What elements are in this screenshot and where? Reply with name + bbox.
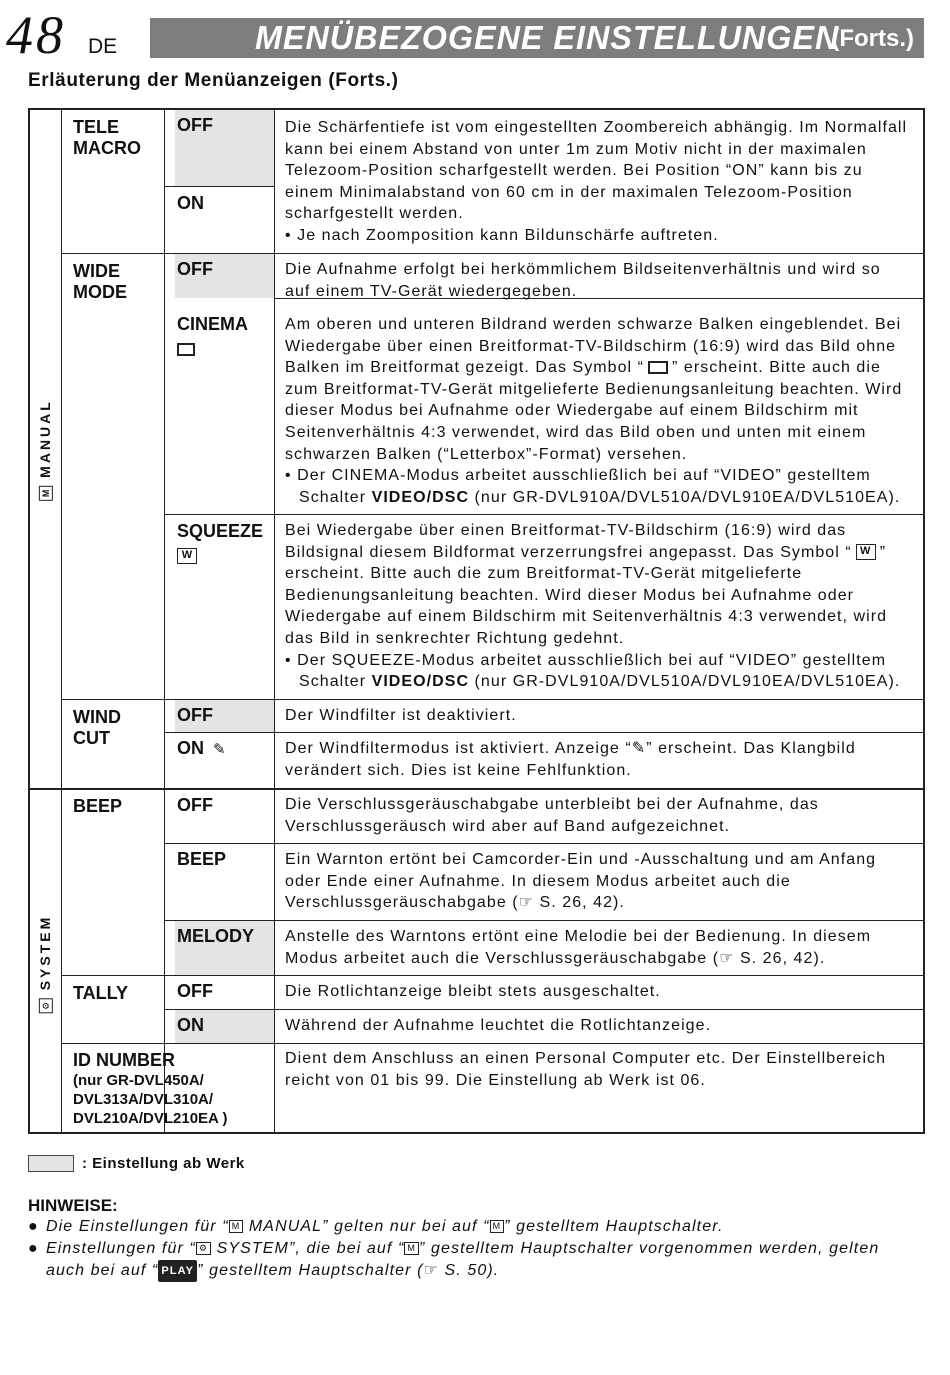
desc-tally-on: Während der Aufnahme leuchtet die Rotlichtanzeige. bbox=[285, 1017, 712, 1034]
system-icon: ⚙ bbox=[39, 998, 53, 1013]
wind-symbol-icon: ✎ bbox=[631, 740, 647, 757]
language-code: DE bbox=[88, 35, 118, 58]
item-tele-macro: TELE MACRO bbox=[73, 117, 141, 158]
option-tele-macro-on: ON bbox=[177, 193, 204, 213]
note-1: ● Die Einstellungen für “ M MANUAL” gelten nur bei auf “ M ” gestelltem Hauptschalter. bbox=[28, 1216, 908, 1238]
cinema-icon bbox=[177, 343, 195, 356]
desc-beep-off: Die Verschlussgeräuschabgabe unterbleibt bei der Aufnahme, das Verschlussgeräusch wird aber auf Band aufgezeichnet. bbox=[285, 796, 819, 835]
option-squeeze: SQUEEZE W bbox=[175, 516, 274, 564]
desc-wind-off: Der Windfilter ist deaktiviert. bbox=[285, 707, 517, 724]
desc-beep-beep: Ein Warnton ertönt bei Camcorder-Ein und -Ausschaltung und am Anfang oder Ende einer Aufnahme. In diesem Modus arbeitet auch die Verschlussgeräuschabgabe (☞ S. 26, 42). bbox=[285, 851, 877, 912]
option-tally-off: OFF bbox=[177, 981, 213, 1001]
manual-icon: M bbox=[39, 486, 53, 501]
item-wide-mode: WIDE MODE bbox=[73, 261, 127, 302]
desc-beep-melody: Anstelle des Warntons ertönt eine Melodie bei der Bedienung. In diesem Modus arbeitet auch die Verschlussgeräuschabgabe (☞ S. 26, 42). bbox=[285, 928, 872, 967]
option-wind-off: OFF bbox=[175, 700, 274, 732]
manual-section-label: MMANUAL bbox=[37, 399, 53, 501]
title-continued: (Forts.) bbox=[831, 25, 914, 52]
item-wind-cut: WIND CUT bbox=[73, 707, 121, 748]
note-2: ● Einstellungen für “ ⚙ SYSTEM”, die bei auf “ M ” gestelltem Hauptschalter vorgenommen werden, gelten auch bei auf “ PLAY ” gestelltem Hauptschalter (☞ S. 50). bbox=[28, 1238, 908, 1282]
default-setting-swatch bbox=[28, 1155, 74, 1172]
page-number: 48 bbox=[6, 5, 66, 65]
system-mini-icon: ⚙ bbox=[196, 1242, 211, 1255]
desc-tally-off: Die Rotlichtanzeige bleibt stets ausgeschaltet. bbox=[285, 983, 661, 1000]
desc-id-number: Dient dem Anschluss an einen Personal Computer etc. Der Einstellbereich reicht von 01 bis 99. Die Einstellung ab Werk ist 06. bbox=[285, 1050, 887, 1089]
option-beep-melody: MELODY bbox=[175, 921, 274, 975]
system-section-label: ⚙SYSTEM bbox=[37, 915, 53, 1014]
system-section-bar bbox=[30, 790, 62, 1132]
item-beep: BEEP bbox=[73, 796, 123, 816]
cinema-symbol-icon bbox=[648, 361, 668, 374]
page-title: MENÜBEZOGENE EINSTELLUNGEN bbox=[255, 19, 840, 56]
item-id-number: ID NUMBER (nur GR-DVL450A/ DVL313A/DVL310A/ DVL210A/DVL210EA ) bbox=[73, 1050, 228, 1127]
notes-title: HINWEISE: bbox=[28, 1196, 118, 1215]
option-wind-on: ON ✎ bbox=[177, 738, 226, 758]
option-cinema: CINEMA bbox=[175, 309, 274, 356]
manual-switch-icon: M bbox=[490, 1220, 505, 1233]
default-setting-legend: : Einstellung ab Werk bbox=[82, 1155, 245, 1172]
squeeze-symbol-icon: W bbox=[856, 544, 876, 560]
desc-squeeze: Bei Wiedergabe über einen Breitformat-TV-Bildschirm (16:9) wird das Bildsignal diesem Bildformat verzerrungsfrei angepasst. Das Symbol “ W ” erscheint. Bitte auch die zum Breitformat-TV-Gerät mitgelieferte Bedienungsanleitung beachten. Wird dieser Modus bei Aufnahme oder Wiedergabe auf einem Bildschirm mit Seitenverhältnis 4:3 verwendet, wird das Bild in senkrechter Richtung gedehnt. • Der SQUEEZE-Modus arbeitet ausschließlich bei auf “VIDEO” gestelltem Schalter VIDEO/DSC (nur GR-DVL910A/DVL510A/DVL910EA/DVL510EA). bbox=[285, 522, 901, 691]
section-subtitle: Erläuterung der Menüanzeigen (Forts.) bbox=[28, 70, 399, 91]
option-tele-macro-off: OFF bbox=[175, 110, 274, 186]
option-beep-beep: BEEP bbox=[177, 849, 227, 869]
option-tally-on: ON bbox=[175, 1010, 274, 1043]
manual-mini-icon: M bbox=[229, 1220, 244, 1233]
play-icon: PLAY bbox=[158, 1260, 197, 1282]
manual-switch-icon: M bbox=[404, 1242, 419, 1255]
bullet-icon: ● bbox=[28, 1218, 39, 1235]
desc-wide-off: Die Aufnahme erfolgt bei herkömmlichem Bildseitenverhältnis und wird so auf einem TV-Gerät wiedergegeben. bbox=[285, 261, 881, 300]
desc-cinema: Am oberen und unteren Bildrand werden schwarze Balken eingeblendet. Bei Wiedergabe über einen Breitformat-TV-Bildschirm (16:9) wird das Bild ohne Balken im Breitformat gezeigt. Das Symbol “ ” erscheint. Bitte auch die zum Breitformat-TV-Gerät mitgelieferte Bedienungsanleitung beachten. Wird dieser Modus bei Aufnahme oder Wiedergabe auf einem Bildschirm mit Seitenverhältnis 4:3 verwendet, wird das Bild oben und unten mit einem schwarzen Balken (“Letterbox”-Format) versehen. • Der CINEMA-Modus arbeitet ausschließlich bei auf “VIDEO” gestelltem Schalter VIDEO/DSC (nur GR-DVL910A/DVL510A/DVL910EA/DVL510EA). bbox=[285, 316, 903, 506]
id-number-models: (nur GR-DVL450A/ DVL313A/DVL310A/ DVL210A/DVL210EA ) bbox=[73, 1072, 228, 1127]
desc-wind-on: Der Windfiltermodus ist aktiviert. Anzeige “✎” erscheint. Das Klangbild verändert sich. Dies ist keine Fehlfunktion. bbox=[285, 740, 856, 779]
item-tally: TALLY bbox=[73, 983, 129, 1003]
wind-icon: ✎ bbox=[213, 741, 226, 758]
desc-tele-macro: Die Schärfentiefe ist vom eingestellten Zoombereich abhängig. Im Normalfall kann bei einem Abstand von unter 1m zum Motiv nicht in der maximalen Telezoom-Position scharfgestellt werden. Bei Position “ON” kann bis zu einem Minimalabstand von 60 cm in der maximalen Telezoom-Position scharfgestellt werden. • Je nach Zoomposition kann Bildunschärfe auftreten. bbox=[285, 119, 908, 244]
menu-table bbox=[28, 108, 925, 1134]
manual-section-bar bbox=[30, 110, 62, 790]
option-wide-off: OFF bbox=[175, 254, 274, 298]
bullet-icon: ● bbox=[28, 1240, 39, 1257]
squeeze-icon: W bbox=[177, 548, 197, 564]
option-beep-off: OFF bbox=[177, 795, 213, 815]
